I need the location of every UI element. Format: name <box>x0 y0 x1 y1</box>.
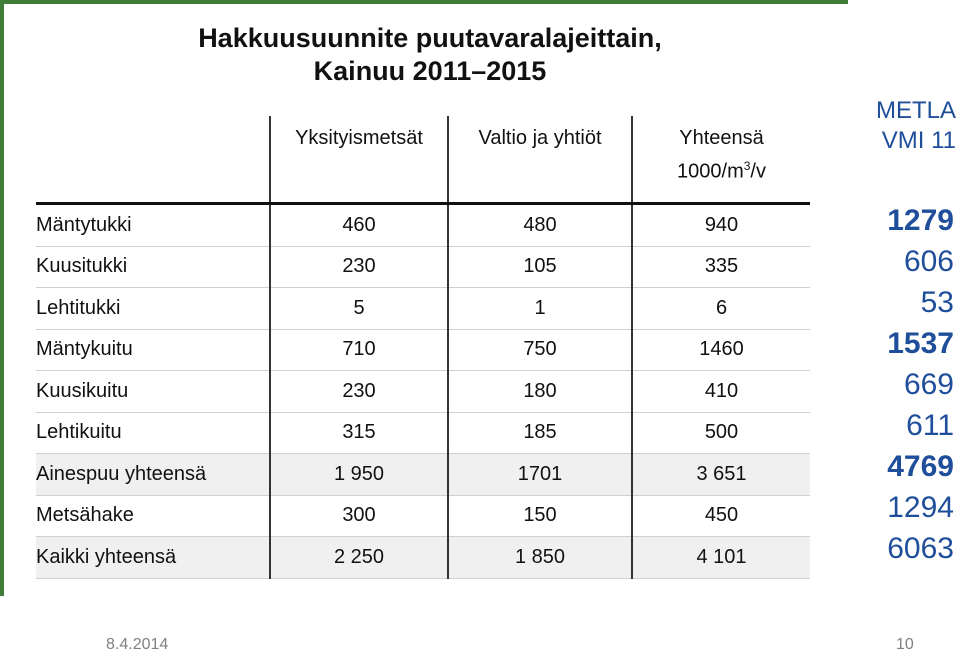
row-label: Lehtikuitu <box>36 412 270 454</box>
cell-total: 6 <box>632 288 810 330</box>
header-row <box>36 116 810 204</box>
side-value: 606 <box>903 245 954 278</box>
table-row <box>36 412 810 454</box>
cell-total: 410 <box>632 371 810 413</box>
cell-state: 150 <box>448 495 632 537</box>
header-total-line2 <box>633 152 810 186</box>
cell-private: 1 950 <box>270 454 448 496</box>
cell-state: 185 <box>448 412 632 454</box>
cell-state: 180 <box>448 371 632 413</box>
footer-date: 8.4.2014 <box>106 636 169 653</box>
cell-total: 4 101 <box>632 537 810 579</box>
cell-state: 105 <box>448 246 632 288</box>
cell-total: 1460 <box>632 329 810 371</box>
row-label: Mäntykuitu <box>36 329 270 371</box>
cell-state: 480 <box>448 204 632 247</box>
table-row <box>36 329 810 371</box>
table-row <box>36 288 810 330</box>
row-label: Ainespuu yhteensä <box>36 454 270 496</box>
side-value: 611 <box>906 409 954 442</box>
row-label: Kaikki yhteensä <box>36 537 270 579</box>
table-row <box>36 204 810 247</box>
title-line2: Kainuu 2011–2015 <box>313 56 547 86</box>
header-total <box>632 116 810 204</box>
cell-private: 230 <box>270 246 448 288</box>
row-label: Kuusitukki <box>36 246 270 288</box>
cell-private: 2 250 <box>270 537 448 579</box>
header-total-line1: Yhteensä <box>679 127 764 149</box>
cell-total: 940 <box>632 204 810 247</box>
cell-private: 315 <box>270 412 448 454</box>
unit-suffix: /v <box>750 160 766 183</box>
cell-total: 500 <box>632 412 810 454</box>
table-row <box>36 454 810 496</box>
cell-total: 3 651 <box>632 454 810 496</box>
row-label: Mäntytukki <box>36 204 270 247</box>
cell-state: 1701 <box>448 454 632 496</box>
side-value: 669 <box>903 368 954 401</box>
side-header <box>876 96 956 156</box>
side-value: 1537 <box>887 327 954 360</box>
side-panel <box>848 0 960 596</box>
cell-private: 230 <box>270 371 448 413</box>
harvest-table <box>36 116 810 579</box>
header-private-forests: Yksityismetsät <box>270 116 448 204</box>
slide-title <box>80 22 780 88</box>
side-values <box>887 200 954 569</box>
row-label: Metsähake <box>36 495 270 537</box>
cell-state: 750 <box>448 329 632 371</box>
cell-private: 5 <box>270 288 448 330</box>
table-row <box>36 371 810 413</box>
cell-total: 450 <box>632 495 810 537</box>
table-row <box>36 537 810 579</box>
cell-private: 710 <box>270 329 448 371</box>
table-row <box>36 495 810 537</box>
header-state-companies: Valtio ja yhtiöt <box>448 116 632 204</box>
unit-prefix: 1000/m <box>677 160 744 183</box>
side-header-line1: METLA <box>875 97 956 124</box>
side-value: 4769 <box>887 450 954 483</box>
side-header-line2: VMI 11 <box>881 127 956 154</box>
row-label: Lehtitukki <box>36 288 270 330</box>
side-value: 53 <box>920 286 954 319</box>
unit-superscript: 3 <box>743 159 751 173</box>
cell-private: 460 <box>270 204 448 247</box>
side-value: 6063 <box>887 532 954 565</box>
title-line1: Hakkuusuunnite puutavaralajeittain, <box>198 23 662 53</box>
cell-state: 1 850 <box>448 537 632 579</box>
header-empty <box>36 116 270 204</box>
side-value: 1279 <box>887 204 954 237</box>
row-label: Kuusikuitu <box>36 371 270 413</box>
cell-private: 300 <box>270 495 448 537</box>
table-row <box>36 246 810 288</box>
page-number: 10 <box>896 636 914 653</box>
cell-state: 1 <box>448 288 632 330</box>
cell-total: 335 <box>632 246 810 288</box>
side-value: 1294 <box>887 491 954 524</box>
